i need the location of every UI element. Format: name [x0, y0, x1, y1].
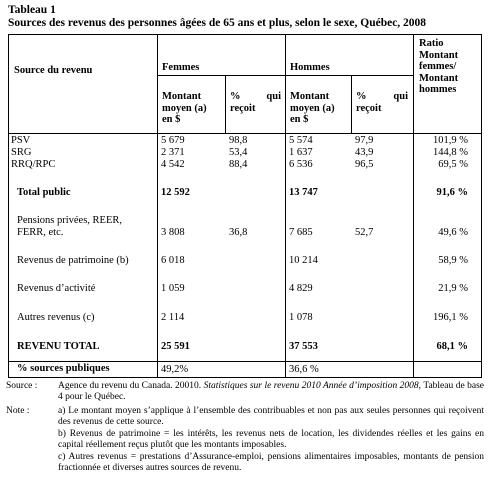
hommes-pct: 96,5 — [355, 159, 374, 170]
femmes-montant: 3 808 — [161, 227, 185, 238]
row-label: Total public — [17, 187, 71, 198]
femmes-montant: 2 114 — [161, 312, 185, 323]
hommes-pct: 43,9 — [355, 147, 374, 158]
hommes-montant: 36,6 % — [289, 364, 319, 375]
row-label — [17, 215, 153, 238]
femmes-montant: 49,2% — [161, 364, 189, 375]
col-divider-5 — [413, 35, 414, 377]
hommes-montant: 7 685 — [289, 227, 313, 238]
femmes-pct: 98,8 — [229, 135, 248, 146]
source-text: Agence du revenu du Canada. 20010. Statistiques sur le revenu 2010 Année d’imposition 2008, Tableau de base 4 pour le Québec. — [58, 381, 484, 402]
header-ratio: Ratio Montant femmes/ Montant hommes — [419, 38, 459, 95]
ratio-value: 69,5 % — [438, 159, 468, 170]
table-number: Tableau 1 — [8, 4, 56, 16]
hommes-montant: 1 637 — [289, 147, 313, 158]
header-femmes-pct: % qui reçoit — [230, 91, 281, 114]
ratio-value: 58,9 % — [438, 255, 468, 266]
row-label: % sources publiques — [17, 363, 110, 374]
note-c: c) Autres revenus = prestations d’Assurance-emploi, pensions alimentaires imposables, montants de pension fractionnée et diverses autres sources de revenu. — [58, 452, 484, 473]
row-label-line1: Pensions privées, REER, — [17, 215, 122, 226]
row-divider-bottom — [9, 361, 481, 362]
note-label: Note : — [6, 406, 30, 416]
source-note — [6, 381, 484, 403]
femmes-montant: 5 679 — [161, 135, 185, 146]
header-femmes: Femmes — [162, 62, 200, 73]
row-divider-header — [9, 133, 481, 134]
header-source: Source du revenu — [14, 65, 93, 76]
header-femmes-montant: Montant moyen (a) en $ — [162, 91, 207, 125]
femmes-montant: 4 542 — [161, 159, 185, 170]
row-divider-femmes-hommes — [157, 75, 413, 76]
row-label: Revenus d’activité — [17, 283, 96, 294]
header-hommes-pct: % qui reçoit — [356, 91, 408, 114]
income-table — [8, 34, 482, 378]
header-hommes-montant: Montant moyen (a) en $ — [290, 91, 335, 125]
header-hommes: Hommes — [290, 62, 330, 73]
row-label-line2: FERR, etc. — [17, 226, 64, 238]
notes — [6, 406, 484, 490]
row-label: REVENU TOTAL — [17, 341, 100, 352]
femmes-montant: 12 592 — [161, 187, 190, 198]
col-divider-1 — [157, 35, 158, 377]
hommes-montant: 6 536 — [289, 159, 313, 170]
ratio-value: 196,1 % — [433, 312, 468, 323]
femmes-montant: 1 059 — [161, 283, 185, 294]
hommes-pct: 52,7 — [355, 227, 374, 238]
row-label: PSV — [11, 135, 31, 146]
col-divider-2 — [225, 75, 226, 134]
ratio-value: 101,9 % — [433, 135, 468, 146]
note-b: b) Revenus de patrimoine = les intérêts, les revenus nets de location, les dividendes réelles et les gains en capital réellement reçus plutôt que les montants imposables. — [58, 429, 484, 450]
hommes-montant: 13 747 — [289, 187, 318, 198]
ratio-value: 21,9 % — [438, 283, 468, 294]
col-divider-3 — [285, 35, 286, 377]
hommes-montant: 1 078 — [289, 312, 313, 323]
row-label: Revenus de patrimoine (b) — [17, 255, 129, 266]
hommes-montant: 10 214 — [289, 255, 318, 266]
note-a: a) Le montant moyen s’applique à l’ensemble des contribuables et non pas aux seules personnes qui reçoivent des revenus de cette source. — [58, 406, 484, 427]
femmes-montant: 6 018 — [161, 255, 185, 266]
ratio-value: 144,8 % — [433, 147, 468, 158]
ratio-value: 91,6 % — [436, 187, 468, 198]
row-label: Autres revenus (c) — [17, 312, 95, 323]
femmes-montant: 25 591 — [161, 341, 190, 352]
femmes-montant: 2 371 — [161, 147, 185, 158]
ratio-value: 68,1 % — [436, 341, 468, 352]
source-label: Source : — [6, 381, 38, 391]
hommes-montant: 37 553 — [289, 341, 318, 352]
ratio-value: 49,6 % — [438, 227, 468, 238]
hommes-montant: 4 829 — [289, 283, 313, 294]
table-title — [8, 4, 426, 30]
row-label: SRG — [11, 147, 32, 158]
table-caption: Sources des revenus des personnes âgées de 65 ans et plus, selon le sexe, Québec, 2008 — [8, 17, 427, 29]
row-label: RRQ/RPC — [11, 159, 56, 170]
col-divider-4 — [351, 75, 352, 134]
hommes-montant: 5 574 — [289, 135, 313, 146]
femmes-pct: 88,4 — [229, 159, 248, 170]
hommes-pct: 97,9 — [355, 135, 374, 146]
femmes-pct: 53,4 — [229, 147, 248, 158]
femmes-pct: 36,8 — [229, 227, 248, 238]
